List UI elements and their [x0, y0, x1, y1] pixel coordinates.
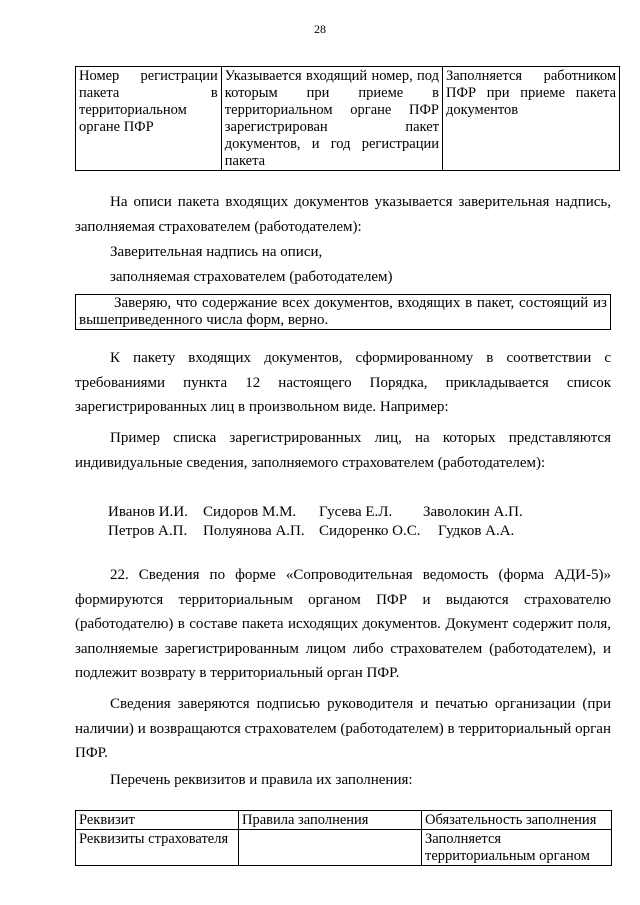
list-item: Сидоров М.М.: [203, 504, 297, 520]
paragraph: К пакету входящих документов, сформированному в соответствии с требованиями пункта 12 настоящего Порядка, прикладывается список зарегистрированных лиц в произвольном виде. Например:: [75, 350, 611, 415]
paragraph: Пример списка зарегистрированных лиц, на которых представляются индивидуальные сведения, заполняемого страхователем (работодателем):: [75, 430, 611, 471]
table-cell: Номер регистрации пакета в территориальном органе ПФР: [76, 67, 222, 171]
list-item: Петров А.П.: [108, 523, 188, 539]
table-cell: Заполняется территориальным органом: [422, 830, 612, 866]
table-cell: Указывается входящий номер, под которым при приеме в территориальном органе ПФР зарегистрирован пакет документов, и год регистрации пакета: [221, 67, 442, 171]
table-header-row: [76, 811, 612, 830]
table-cell: Реквизиты страхователя: [76, 830, 239, 866]
table-cell: [239, 830, 422, 866]
list-item: Гудков А.А.: [438, 523, 515, 539]
names-row: [108, 502, 528, 522]
names-row: [108, 521, 528, 541]
requisites-table: [75, 810, 612, 866]
certification-box: Заверяю, что содержание всех документов, входящих в пакет, состоящий из вышеприведенного числа форм, верно.: [75, 294, 611, 330]
caption-line: Заверительная надпись на описи,: [110, 244, 323, 260]
table-row: [76, 830, 612, 866]
column-header: Обязательность заполнения: [422, 811, 612, 830]
table-row: [76, 67, 620, 171]
list-item: Иванов И.И.: [108, 504, 188, 520]
column-header: Реквизит: [76, 811, 239, 830]
registration-table: [75, 66, 620, 171]
list-item: Заволокин А.П.: [423, 504, 523, 520]
paragraph: На описи пакета входящих документов указывается заверительная надпись, заполняемая страхователем (работодателем):: [75, 194, 611, 235]
paragraph: 22. Сведения по форме «Сопроводительная ведомость (форма АДИ-5)» формируются территориальным органом ПФР и выдаются страхователю (работодателю) в составе пакета исходящих документов. Документ содержит поля, заполняемые зарегистрированным лицом либо страхователем (работодателем), и подлежит возврату в территориальный орган ПФР.: [75, 567, 611, 681]
list-item: Полуянова А.П.: [203, 523, 305, 539]
column-header: Правила заполнения: [239, 811, 422, 830]
page-number: 28: [314, 22, 326, 36]
paragraph: Перечень реквизитов и правила их заполнения:: [110, 772, 413, 788]
list-item: Сидоренко О.С.: [319, 523, 421, 539]
list-item: Гусева Е.Л.: [319, 504, 393, 520]
table-cell: Заполняется работником ПФР при приеме пакета документов: [443, 67, 620, 171]
paragraph: Сведения заверяются подписью руководителя и печатью организации (при наличии) и возвращаются страхователем (работодателем) в территориальный орган ПФР.: [75, 696, 611, 761]
caption-line: заполняемая страхователем (работодателем): [110, 269, 393, 285]
